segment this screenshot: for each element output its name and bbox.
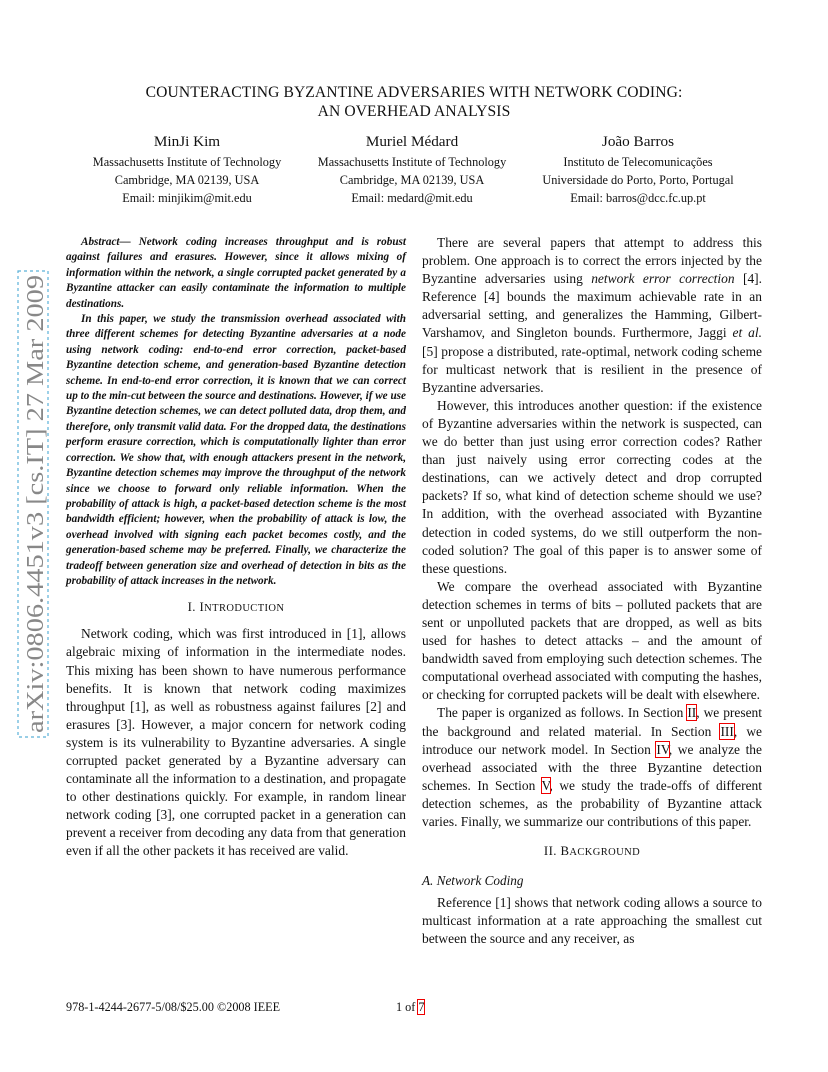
footer-page-number — [396, 1000, 424, 1015]
right-paragraph-3: We compare the overhead associated with Byzantine detection schemes in terms of bits – polluted packets that are sent or unpolluted packets that are dropped, as well as bits used for hashes to detect attacks – and the amount of bandwidth saved from employing such detection schemes. The computational overhead associated with computing the hashes, or checking for corrupted packets will be dealt with elsewhere. — [422, 578, 762, 703]
abstract-paragraph-2: In this paper, we study the transmission overhead associated with three different schemes for detecting Byzantine adversaries at a node using network coding: end-to-end error correction, packet-based Byzantine detection scheme, and generation-based Byzantine detection scheme. In end-to-end error correction, it is known that we can correct up to the min-cut between the source and destinations. However, if we use Byzantine detection schemes, we can detect polluted data, drop them, and therefore, only transmit valid data. For the dropped data, the destinations perform erasure correction, which is computationally lighter than error correction. We show that, with enough attackers present in the network, Byzantine detection schemes may improve the throughput of the network since we choose to forward only reliable information. When the probability of attack is high, a packet-based detection scheme is the most bandwidth efficient; however, when the probability of attack is low, the overhead involved with signing each packet becomes costly, and the generation-based scheme may be preferred. Finally, we characterize the tradeoff between generation size and overhead of detection in bits as the probability of attack increases in the network. — [66, 313, 406, 587]
emphasis-text: network error correction — [591, 271, 735, 287]
author-affiliation: Massachusetts Institute of Technology — [317, 155, 507, 169]
author-block-3 — [527, 131, 749, 207]
background-paragraph-1: Reference [1] shows that network coding allows a source to multicast information at a rate approaching the smallest cut between the source and any receiver, as — [422, 895, 762, 947]
author-location: Cambridge, MA 02139, USA — [114, 173, 260, 187]
section-initial: B — [560, 844, 570, 859]
section-link-ii[interactable]: II — [687, 705, 697, 721]
abstract — [66, 235, 406, 589]
author-location: Cambridge, MA 02139, USA — [339, 173, 485, 187]
page-total-link[interactable]: 7 — [418, 1000, 425, 1014]
arxiv-stamp[interactable] — [4, 265, 64, 745]
text-span: , we introduce our network model. In Section — [422, 723, 763, 757]
author-email: Email: medard@mit.edu — [351, 191, 473, 205]
footer-isbn: 978-1-4244-2677-5/08/$25.00 ©2008 IEEE — [66, 1000, 281, 1014]
author-email: Email: minjikim@mit.edu — [122, 191, 252, 205]
section-number: II. — [543, 844, 557, 859]
abstract-label: Abstract— — [81, 236, 131, 248]
intro-text — [66, 625, 406, 860]
author-affiliation: Instituto de Telecomunicações — [563, 155, 713, 169]
section-link-iii[interactable]: III — [720, 723, 734, 739]
left-column — [66, 235, 406, 861]
author-name: Muriel Médard — [365, 133, 459, 150]
text-span: , we present the background and related material. In Section — [422, 705, 762, 739]
section-title-rest: ACKGROUND — [569, 847, 641, 859]
abstract-text-1: Network coding increases throughput and is robust against failures and erasures. However, since it allows mixing of information within the network, a single corrupted packet generated by a Byzantine attacker can easily contaminate the information to multiple destinations. — [66, 236, 407, 310]
right-paragraph-4 — [422, 704, 762, 831]
author-name: João Barros — [601, 133, 675, 150]
emphasis-text: et al. — [732, 325, 762, 341]
author-email: Email: barros@dcc.fc.up.pt — [570, 191, 706, 205]
section-title-rest: NTRODUCTION — [204, 603, 285, 615]
section-heading-background — [422, 842, 762, 862]
author-block-2 — [302, 131, 522, 207]
text-span: There are several papers that attempt to address this problem. One approach is to correct the errors injected by the Byzantine adversaries using — [422, 235, 762, 287]
author-block-1 — [77, 131, 297, 207]
page-prefix: 1 of — [396, 1000, 419, 1014]
section-number: I. — [187, 600, 196, 615]
text-span: , we analyze the overhead associated with the three Byzantine detection schemes. In Section — [422, 741, 762, 793]
subsection-heading-network-coding: A. Network Coding — [422, 873, 524, 889]
right-paragraph-2: However, this introduces another question: if the existence of Byzantine adversaries within the network is suspected, can we do better than just using error correction codes? Rather than just naively using error correcting codes at the destinations, can we actively detect and drop corrupted packets? If so, what kind of detection scheme should we use? In addition, with the overhead associated with Byzantine detection in coded systems, do we still outperform the non-coded solution? The goal of this paper is to answer some of these questions. — [422, 397, 762, 576]
title-line-2: AN OVERHEAD ANALYSIS — [317, 103, 511, 120]
section-link-v[interactable]: V — [541, 777, 550, 793]
text-span: , we study the trade-offs of different detection schemes, as the probability of Byzantine attack varies. Finally, we summarize our contributions of this paper. — [422, 777, 762, 829]
intro-paragraph-1: Network coding, which was first introduced in [1], allows algebraic mixing of information in the intermediate nodes. This mixing has been shown to have numerous performance benefits. It is known that network coding maximizes throughput [1], as well as robustness against failures [2] and erasures [3]. However, a major concern for network coding system is its vulnerability to Byzantine adversaries. A single corrupted packet generated by a Byzantine adversary can contaminate all the information to a destination, and propagate to other destinations quickly. For example, in random linear network coding [3], one corrupted packet in a generation can prevent a receiver from decoding any data from that generation even if all the other packets it has received are valid. — [66, 626, 406, 859]
section-heading-introduction — [66, 600, 406, 615]
text-span: [5] propose a distributed, rate-optimal, network coding scheme for multicast network that is resilient in the presence of Byzantine adversaries. — [422, 343, 762, 395]
section-initial: I — [199, 600, 205, 615]
author-location: Universidade do Porto, Porto, Portugal — [542, 173, 734, 187]
text-span: The paper is organized as follows. In Section — [437, 705, 688, 721]
author-affiliation: Massachusetts Institute of Technology — [92, 155, 282, 169]
text-span: [4]. Reference [4] bounds the maximum achievable rate in an adversarial setting, and generalizes the Hamming, Gilbert-Varshamov, and Singleton bounds. Furthermore, Jaggi — [422, 271, 763, 341]
paper-title — [0, 83, 828, 121]
abstract-paragraph-1 — [66, 235, 406, 312]
arxiv-stamp-text: arXiv:0806.4451v3 [cs.IT] 27 Mar 2009 — [22, 336, 49, 733]
section-link-iv[interactable]: IV — [656, 741, 669, 757]
right-paragraph-1 — [422, 234, 762, 397]
title-line-1: COUNTERACTING BYZANTINE ADVERSARIES WITH NETWORK CODING: — [145, 84, 683, 101]
author-name: MinJi Kim — [153, 133, 221, 150]
right-column — [422, 234, 762, 949]
